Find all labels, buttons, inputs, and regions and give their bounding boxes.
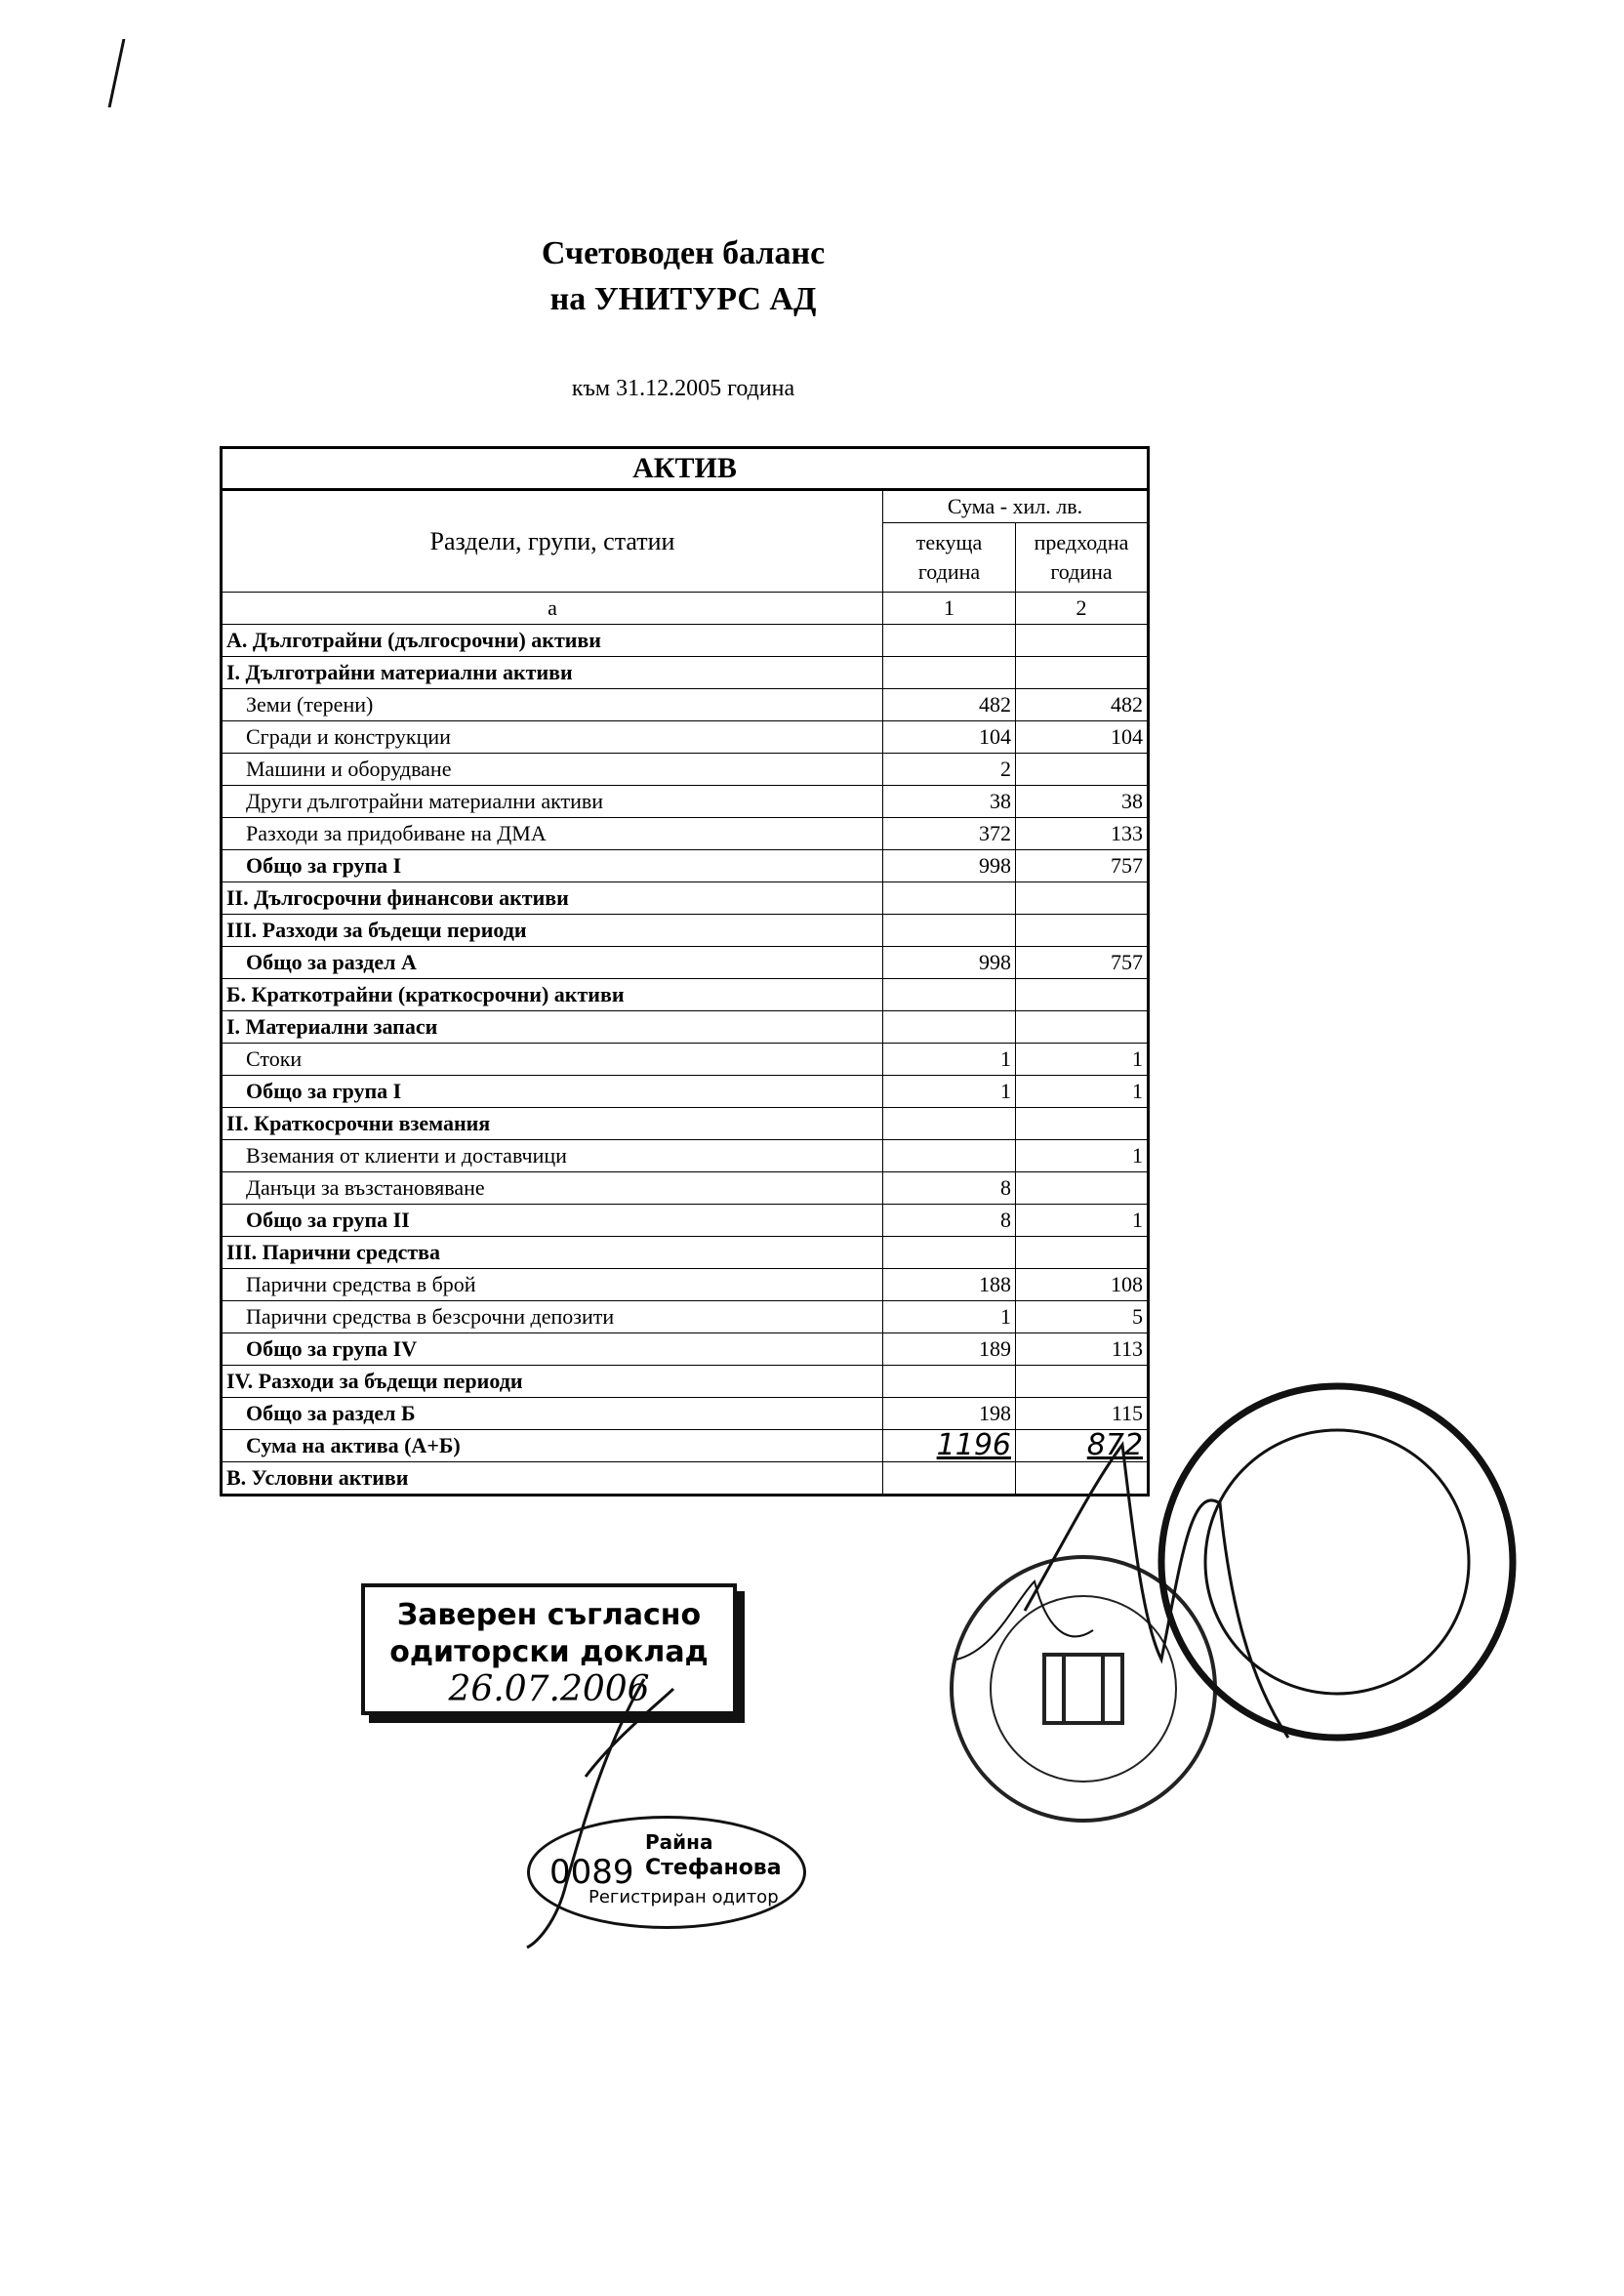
current-year-value: 1196 bbox=[883, 1430, 1016, 1462]
row-label: I. Дълготрайни материални активи bbox=[222, 657, 883, 689]
previous-year-value: 757 bbox=[1016, 947, 1149, 979]
section-title: АКТИВ bbox=[222, 448, 1149, 490]
auditor-role: Регистриран одитор bbox=[589, 1887, 779, 1907]
balance-sheet-body bbox=[222, 625, 1149, 1496]
current-year-value: 998 bbox=[883, 947, 1016, 979]
company-seal bbox=[1161, 1386, 1513, 1738]
current-year-value: 188 bbox=[883, 1269, 1016, 1301]
previous-year-value: 1 bbox=[1016, 1076, 1149, 1108]
auditor-number: 0089 bbox=[549, 1853, 634, 1892]
row-label: Земи (терени) bbox=[222, 689, 883, 721]
row-label: Сгради и конструкции bbox=[222, 721, 883, 754]
current-year-value bbox=[883, 1237, 1016, 1269]
current-year-value: 1 bbox=[883, 1044, 1016, 1076]
previous-year-value: 113 bbox=[1016, 1333, 1149, 1366]
table-row bbox=[222, 1237, 1149, 1269]
report-date: към 31.12.2005 година bbox=[571, 376, 795, 401]
previous-year-value: 108 bbox=[1016, 1269, 1149, 1301]
table-row bbox=[222, 818, 1149, 850]
table-row bbox=[222, 1076, 1149, 1108]
previous-year-value bbox=[1016, 1011, 1149, 1044]
previous-year-value bbox=[1016, 1108, 1149, 1140]
table-row bbox=[222, 1044, 1149, 1076]
previous-year-value bbox=[1016, 979, 1149, 1011]
row-label: Общо за група I bbox=[222, 1076, 883, 1108]
previous-year-value bbox=[1016, 882, 1149, 915]
stamp-line-2: одиторски доклад bbox=[389, 1635, 709, 1669]
row-label: Общо за група IV bbox=[222, 1333, 883, 1366]
previous-year-value: 757 bbox=[1016, 850, 1149, 882]
table-row bbox=[222, 1108, 1149, 1140]
current-year-value: 372 bbox=[883, 818, 1016, 850]
current-year-value bbox=[883, 915, 1016, 947]
table-row bbox=[222, 882, 1149, 915]
previous-year-value: 38 bbox=[1016, 786, 1149, 818]
previous-year-value bbox=[1016, 1172, 1149, 1205]
table-row bbox=[222, 689, 1149, 721]
previous-year-value: 104 bbox=[1016, 721, 1149, 754]
previous-year-value: 115 bbox=[1016, 1398, 1149, 1430]
stamp-date: 26.07.2006 bbox=[448, 1669, 650, 1709]
table-row bbox=[222, 915, 1149, 947]
row-label: Общо за група II bbox=[222, 1205, 883, 1237]
table-row bbox=[222, 1140, 1149, 1172]
table-row bbox=[222, 1172, 1149, 1205]
row-label: II. Дългосрочни финансови активи bbox=[222, 882, 883, 915]
current-year-value: 1 bbox=[883, 1076, 1016, 1108]
row-label: Разходи за придобиване на ДМА bbox=[222, 818, 883, 850]
row-label: А. Дълготрайни (дългосрочни) активи bbox=[222, 625, 883, 657]
column-header-previous: предходна година bbox=[1016, 523, 1149, 593]
table-row bbox=[222, 979, 1149, 1011]
table-row bbox=[222, 1011, 1149, 1044]
current-year-value bbox=[883, 625, 1016, 657]
current-year-value bbox=[883, 979, 1016, 1011]
current-year-value: 998 bbox=[883, 850, 1016, 882]
current-year-value bbox=[883, 882, 1016, 915]
previous-year-value: 5 bbox=[1016, 1301, 1149, 1333]
row-label: Сума на актива (А+Б) bbox=[222, 1430, 883, 1462]
table-row bbox=[222, 850, 1149, 882]
current-year-value: 104 bbox=[883, 721, 1016, 754]
auditor-last-name: Стефанова bbox=[645, 1856, 782, 1880]
previous-year-value bbox=[1016, 915, 1149, 947]
row-label: III. Разходи за бъдещи периоди bbox=[222, 915, 883, 947]
table-row bbox=[222, 1205, 1149, 1237]
table-row bbox=[222, 947, 1149, 979]
row-label: Парични средства в безсрочни депозити bbox=[222, 1301, 883, 1333]
company-name: на УНИТУРС АД bbox=[549, 281, 817, 317]
previous-year-value bbox=[1016, 625, 1149, 657]
current-year-value: 8 bbox=[883, 1205, 1016, 1237]
index-cell-1: 1 bbox=[883, 593, 1016, 625]
index-cell-2: 2 bbox=[1016, 593, 1149, 625]
table-row bbox=[222, 786, 1149, 818]
current-year-value: 482 bbox=[883, 689, 1016, 721]
current-year-value bbox=[883, 657, 1016, 689]
current-year-value: 38 bbox=[883, 786, 1016, 818]
table-row bbox=[222, 625, 1149, 657]
previous-year-value: 482 bbox=[1016, 689, 1149, 721]
column-header-current: текуща година bbox=[883, 523, 1016, 593]
index-cell-a: а bbox=[222, 593, 883, 625]
current-year-value bbox=[883, 1140, 1016, 1172]
previous-year-value bbox=[1016, 754, 1149, 786]
row-label: Общо за група I bbox=[222, 850, 883, 882]
current-year-value bbox=[883, 1108, 1016, 1140]
audit-firm-seal bbox=[952, 1557, 1215, 1821]
row-label: III. Парични средства bbox=[222, 1237, 883, 1269]
row-label: Стоки bbox=[222, 1044, 883, 1076]
column-header-sum: Сума - хил. лв. bbox=[883, 490, 1149, 523]
row-label: Общо за раздел Б bbox=[222, 1398, 883, 1430]
row-label: Парични средства в брой bbox=[222, 1269, 883, 1301]
row-label: Общо за раздел А bbox=[222, 947, 883, 979]
current-year-value: 8 bbox=[883, 1172, 1016, 1205]
table-row bbox=[222, 1301, 1149, 1333]
balance-sheet-table bbox=[220, 446, 1150, 1496]
row-label: Б. Краткотрайни (краткосрочни) активи bbox=[222, 979, 883, 1011]
current-year-value bbox=[883, 1011, 1016, 1044]
previous-year-value bbox=[1016, 657, 1149, 689]
row-label: Машини и оборудване bbox=[222, 754, 883, 786]
auditor-first-name: Райна bbox=[645, 1830, 713, 1854]
current-year-value: 189 bbox=[883, 1333, 1016, 1366]
previous-year-value bbox=[1016, 1237, 1149, 1269]
column-header-sections: Раздели, групи, статии bbox=[222, 490, 883, 593]
signature-auditor bbox=[527, 1660, 722, 1952]
current-year-value: 198 bbox=[883, 1398, 1016, 1430]
table-row bbox=[222, 1333, 1149, 1366]
previous-year-value: 133 bbox=[1016, 818, 1149, 850]
previous-year-value: 1 bbox=[1016, 1205, 1149, 1237]
signature-accountant bbox=[956, 1581, 1093, 1660]
seals-and-signatures bbox=[937, 1367, 1542, 1874]
row-label: II. Краткосрочни вземания bbox=[222, 1108, 883, 1140]
table-row bbox=[222, 1269, 1149, 1301]
table-row bbox=[222, 754, 1149, 786]
row-label: Други дълготрайни материални активи bbox=[222, 786, 883, 818]
current-year-value: 1 bbox=[883, 1301, 1016, 1333]
row-label: Вземания от клиенти и доставчици bbox=[222, 1140, 883, 1172]
row-label: I. Материални запаси bbox=[222, 1011, 883, 1044]
table-row bbox=[222, 657, 1149, 689]
previous-year-value: 1 bbox=[1016, 1044, 1149, 1076]
table-row bbox=[222, 721, 1149, 754]
row-label: В. Условни активи bbox=[222, 1462, 883, 1496]
previous-year-value: 1 bbox=[1016, 1140, 1149, 1172]
previous-year-value: 872 bbox=[1016, 1430, 1149, 1462]
margin-mark bbox=[108, 39, 140, 107]
row-label: IV. Разходи за бъдещи периоди bbox=[222, 1366, 883, 1398]
stamp-line-1: Заверен съгласно bbox=[396, 1598, 702, 1632]
current-year-value: 2 bbox=[883, 754, 1016, 786]
row-label: Данъци за възстановяване bbox=[222, 1172, 883, 1205]
document-title: Счетоводен баланс bbox=[541, 235, 826, 271]
